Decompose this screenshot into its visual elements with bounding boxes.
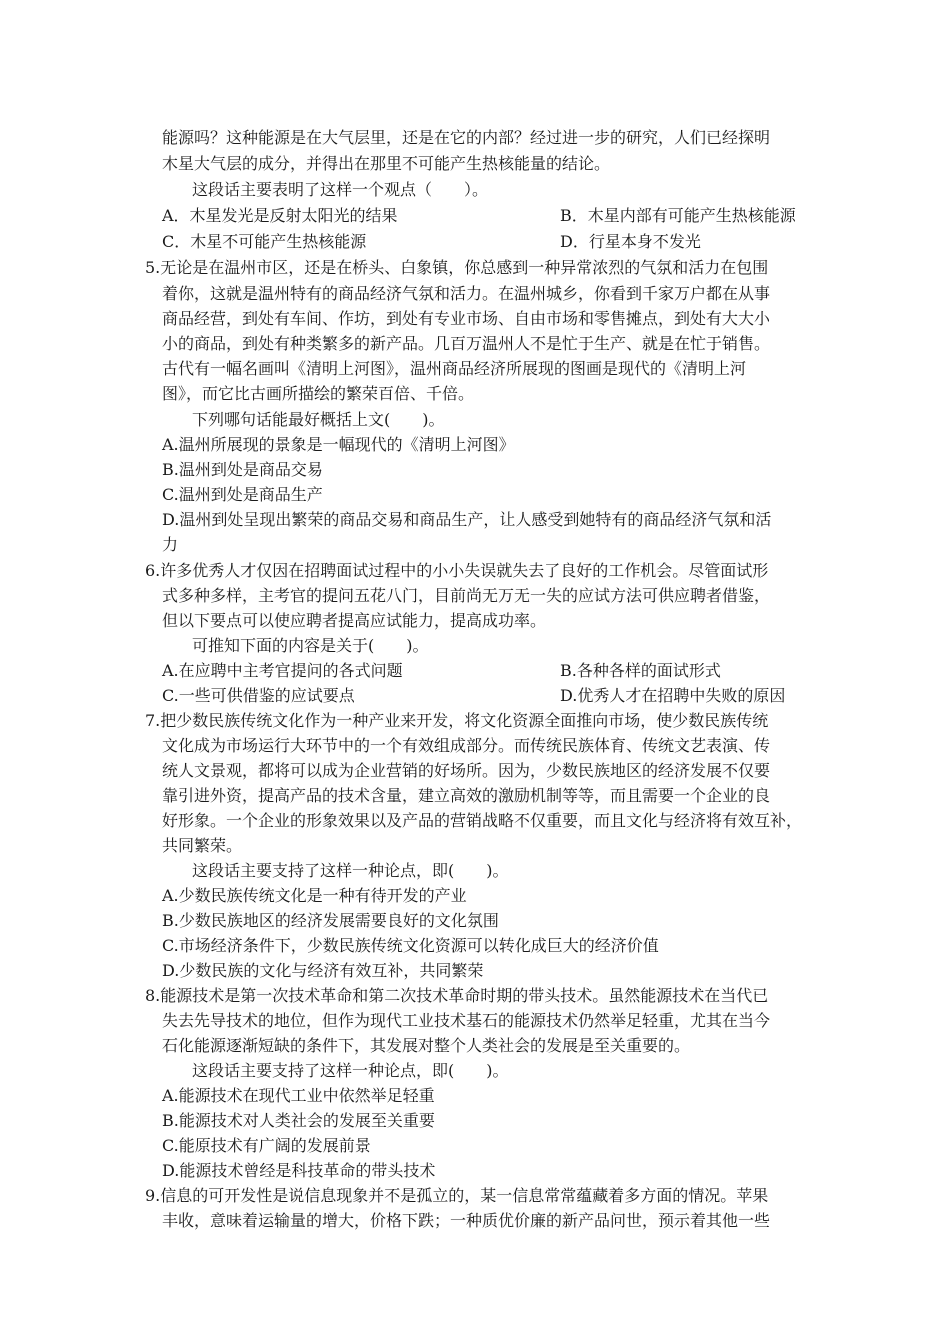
q7-text-line: 文化成为市场运行大环节中的一个有效组成部分。而传统民族体育、传统文艺表演、传	[162, 736, 771, 755]
q6-text-line: 但以下要点可以使应聘者提高应试能力，提高成功率。	[162, 611, 547, 630]
q8-text-line: 石化能源逐渐短缺的条件下，其发展对整个人类社会的发展是至关重要的。	[162, 1036, 691, 1055]
q7-option-c: C.市场经济条件下，少数民族传统文化资源可以转化成巨大的经济价值	[162, 936, 659, 955]
q6-option-c: C.一些可供借鉴的应试要点	[162, 686, 355, 705]
q6-text-line: 式多种多样，主考官的提问五花八门，目前尚无万无一失的应试方法可供应聘者借鉴，	[162, 586, 771, 605]
q7-text-line: 7.把少数民族传统文化作为一种产业来开发，将文化资源全面推向市场，使少数民族传统	[145, 711, 769, 730]
q7-prompt: 这段话主要支持了这样一种论点，即( )。	[192, 861, 509, 880]
q5-prompt: 下列哪句话能最好概括上文( )。	[192, 410, 445, 429]
q5-option-a: A.温州所展现的景象是一幅现代的《清明上河图》	[162, 435, 515, 454]
q5-text-line: 小的商品，到处有种类繁多的新产品。几百万温州人不是忙于生产、就是在忙于销售。	[162, 334, 771, 353]
q9-text-line: 丰收，意味着运输量的增大，价格下跌；一种质优价廉的新产品问世，预示着其他一些	[162, 1211, 771, 1230]
q9-text-line: 9.信息的可开发性是说信息现象并不是孤立的，某一信息常常蕴藏着多方面的情况。苹果	[145, 1186, 769, 1205]
q7-option-d: D.少数民族的文化与经济有效互补，共同繁荣	[162, 961, 484, 980]
q5-text-line: 古代有一幅名画叫《清明上河图》，温州商品经济所展现的图画是现代的《清明上河	[162, 359, 747, 378]
q4-option-b: B．木星内部有可能产生热核能源	[560, 206, 796, 225]
q5-option-b: B.温州到处是商品交易	[162, 460, 323, 479]
q8-text-line: 8.能源技术是第一次技术革命和第二次技术革命时期的带头技术。虽然能源技术在当代已	[145, 986, 769, 1005]
q7-text-line: 好形象。一个企业的形象效果以及产品的营销战略不仅重要，而且文化与经济将有效互补，	[162, 811, 803, 830]
q5-option-d: D.温州到处呈现出繁荣的商品交易和商品生产，让人感受到她特有的商品经济气氛和活	[162, 510, 772, 529]
q5-text-line: 5.无论是在温州市区，还是在桥头、白象镇，你总感到一种异常浓烈的气氛和活力在包围	[145, 258, 769, 277]
q8-option-a: A.能源技术在现代工业中依然举足轻重	[162, 1086, 435, 1105]
q6-option-a: A.在应聘中主考官提问的各式问题	[162, 661, 403, 680]
q5-text-line: 商品经营，到处有车间、作坊，到处有专业市场、自由市场和零售摊点，到处有大大小	[162, 309, 771, 328]
q4-option-a: A．木星发光是反射太阳光的结果	[162, 206, 398, 225]
q8-option-c: C.能原技术有广阔的发展前景	[162, 1136, 371, 1155]
q4-option-c: C．木星不可能产生热核能源	[162, 232, 367, 251]
q7-text-line: 统人文景观，都将可以成为企业营销的好场所。因为，少数民族地区的经济发展不仅要	[162, 761, 771, 780]
q7-option-b: B.少数民族地区的经济发展需要良好的文化氛围	[162, 911, 499, 930]
q5-text-line: 着你，这就是温州特有的商品经济气氛和活力。在温州城乡，你看到千家万户都在从事	[162, 284, 771, 303]
q4-text-line: 能源吗？这种能源是在大气层里，还是在它的内部？经过进一步的研究，人们已经探明	[162, 128, 771, 147]
q8-text-line: 失去先导技术的地位，但作为现代工业技术基石的能源技术仍然举足轻重，尤其在当今	[162, 1011, 771, 1030]
q4-prompt: 这段话主要表明了这样一个观点（ ）。	[192, 180, 489, 199]
q6-option-b: B.各种各样的面试形式	[560, 661, 721, 680]
q8-option-b: B.能源技术对人类社会的发展至关重要	[162, 1111, 435, 1130]
q7-text-line: 共同繁荣。	[162, 836, 243, 855]
q7-option-a: A.少数民族传统文化是一种有待开发的产业	[162, 886, 467, 905]
q5-option-c: C.温州到处是商品生产	[162, 485, 323, 504]
q5-text-line: 图》，而它比古画所描绘的繁荣百倍、千倍。	[162, 384, 475, 403]
q8-prompt: 这段话主要支持了这样一种论点，即( )。	[192, 1061, 509, 1080]
q6-prompt: 可推知下面的内容是关于( )。	[192, 636, 429, 655]
q4-text-line: 木星大气层的成分，并得出在那里不可能产生热核能量的结论。	[162, 154, 611, 173]
q4-option-d: D．行星本身不发光	[560, 232, 701, 251]
q7-text-line: 靠引进外资，提高产品的技术含量，建立高效的激励机制等等，而且需要一个企业的良	[162, 786, 771, 805]
q6-option-d: D.优秀人才在招聘中失败的原因	[560, 686, 786, 705]
q5-option-d-cont: 力	[162, 535, 179, 554]
q6-text-line: 6.许多优秀人才仅因在招聘面试过程中的小小失误就失去了良好的工作机会。尽管面试形	[145, 561, 769, 580]
q8-option-d: D.能源技术曾经是科技革命的带头技术	[162, 1161, 436, 1180]
